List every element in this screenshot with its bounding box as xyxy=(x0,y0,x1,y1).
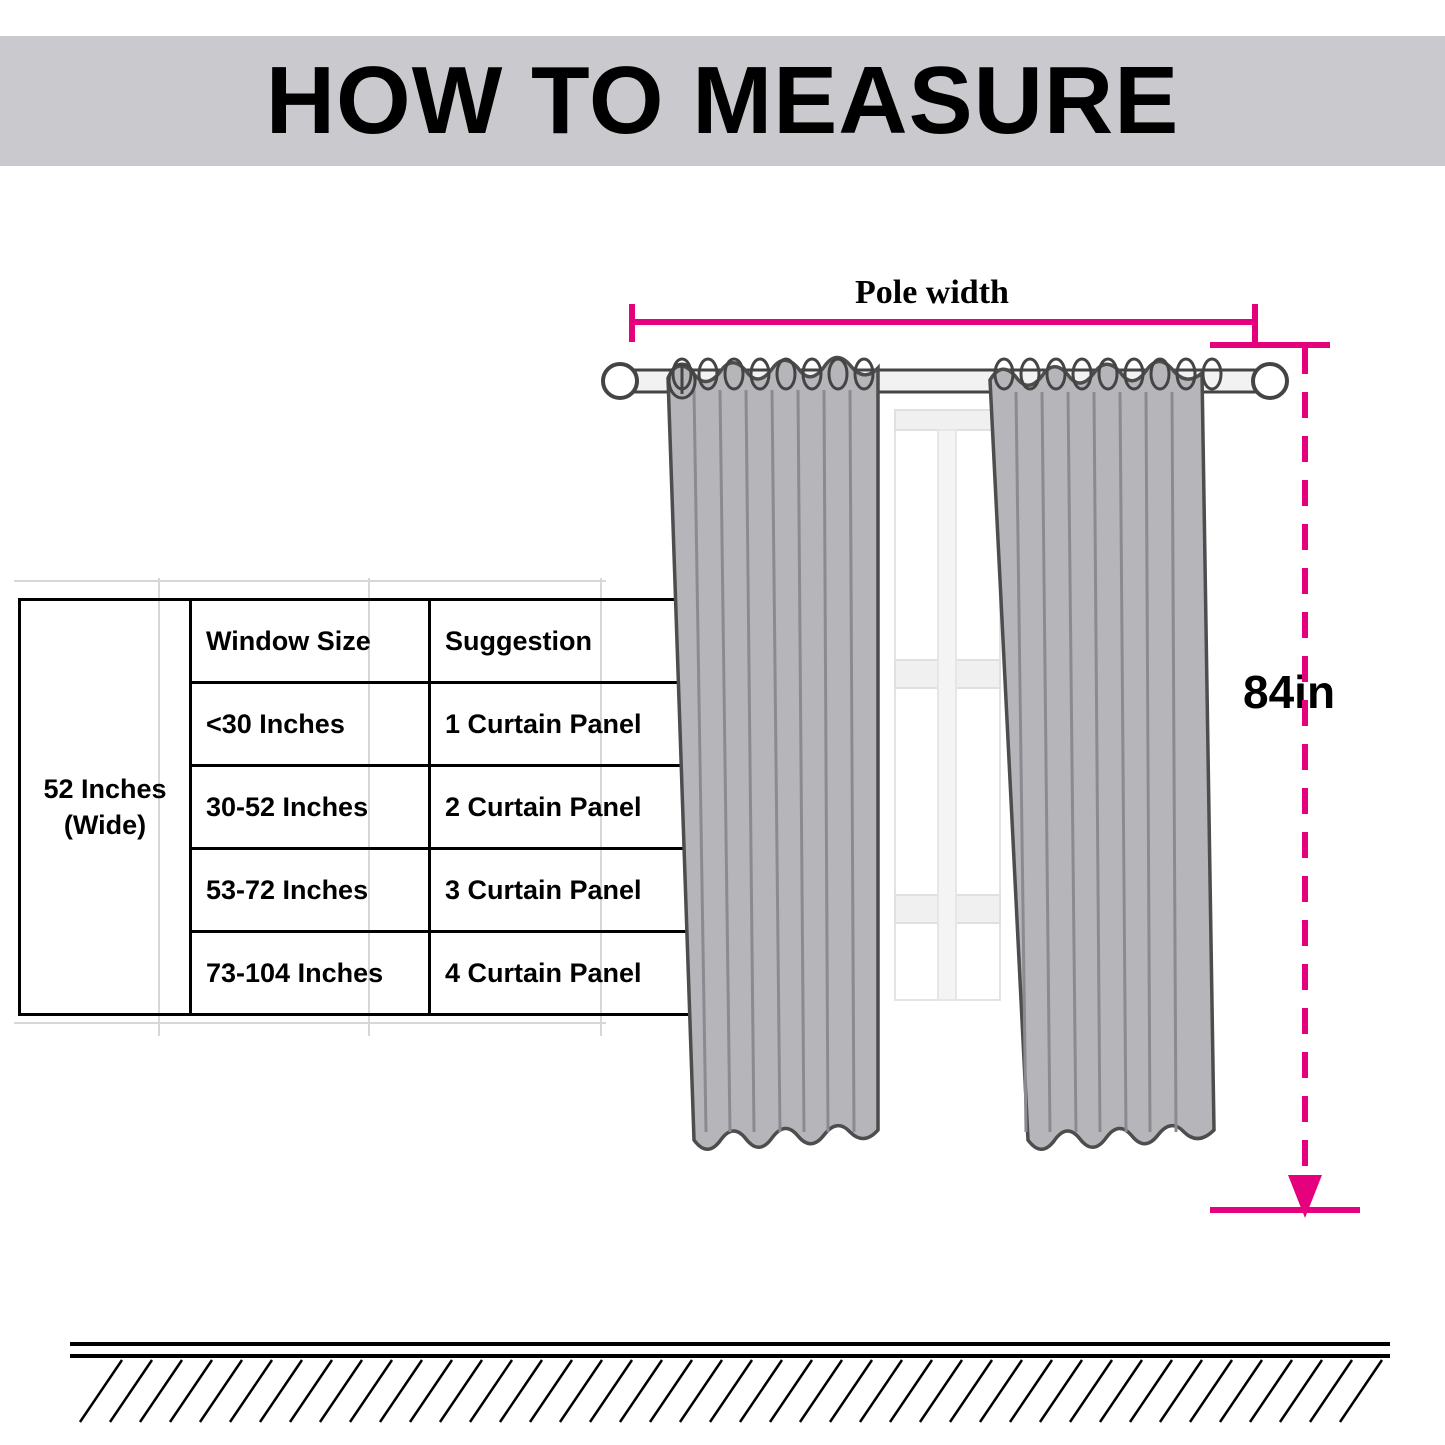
window-frame xyxy=(895,410,1000,1000)
height-label: 84in xyxy=(1243,666,1336,718)
floor-hatch xyxy=(70,1340,1390,1430)
guide-line-horizontal-bottom xyxy=(14,1022,606,1024)
guide-line-horizontal-top xyxy=(14,580,606,582)
table-cell-suggestion: 4 Curtain Panel xyxy=(430,932,699,1015)
pole-width-label: Pole width xyxy=(855,274,1009,311)
wide-label-line2: (Wide) xyxy=(63,810,147,840)
header-banner xyxy=(0,36,1445,166)
table-header-suggestion: Suggestion xyxy=(430,600,699,683)
table-header-window-size: Window Size xyxy=(191,600,430,683)
height-measure xyxy=(1210,342,1360,1218)
curtain-panel-right xyxy=(990,361,1214,1149)
table-cell-window-size: 73-104 Inches xyxy=(191,932,430,1015)
table-cell-suggestion: 1 Curtain Panel xyxy=(430,683,699,766)
curtain-panel-left xyxy=(668,357,878,1149)
table-cell-wide-label xyxy=(20,600,191,1015)
wide-label-line1: 52 Inches xyxy=(43,773,167,804)
pole-width-measure xyxy=(632,304,1255,342)
table-cell-window-size: 30-52 Inches xyxy=(191,766,430,849)
table-cell-suggestion: 3 Curtain Panel xyxy=(430,849,699,932)
page-title: HOW TO MEASURE xyxy=(265,47,1180,154)
table-cell-window-size: 53-72 Inches xyxy=(191,849,430,932)
curtain-diagram xyxy=(590,270,1390,1230)
table-cell-window-size: <30 Inches xyxy=(191,683,430,766)
window-size-table xyxy=(18,598,642,1016)
table-cell-suggestion: 2 Curtain Panel xyxy=(430,766,699,849)
